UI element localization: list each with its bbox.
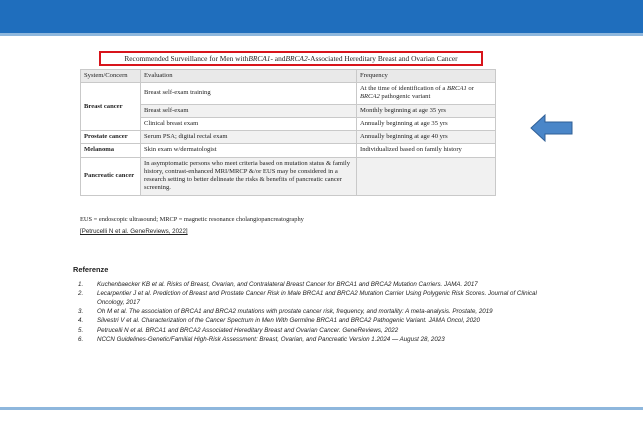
list-item: 5. Petrucelli N et al. BRCA1 and BRCA2 Associated Hereditary Breast and Ovarian Cancer. GeneReviews, 2022 xyxy=(78,326,399,334)
evaluation-cell: Breast self-exam training xyxy=(141,83,357,104)
surveillance-table xyxy=(80,69,496,196)
references-heading: Referenze xyxy=(73,265,109,274)
table-row xyxy=(81,157,496,195)
header-evaluation: Evaluation xyxy=(141,70,357,83)
frequency-cell: Individualized based on family history xyxy=(357,144,496,157)
list-item: 3. Oh M et al. The association of BRCA1 and BRCA2 mutations with prostate cancer risk, frequency, and mortality: A meta-analysis. Prostate, 2019 xyxy=(78,308,493,316)
header-bar xyxy=(0,0,643,33)
evaluation-cell: Serum PSA; digital rectal exam xyxy=(141,131,357,144)
frequency-cell: Annually beginning at age 40 yrs xyxy=(357,131,496,144)
evaluation-cell: Breast self-exam xyxy=(141,104,357,117)
frequency-cell: Annually beginning at age 35 yrs xyxy=(357,117,496,130)
footer-divider xyxy=(0,407,643,410)
concern-melanoma: Melanoma xyxy=(81,144,141,157)
table-row xyxy=(81,83,496,104)
concern-prostate: Prostate cancer xyxy=(81,131,141,144)
table-row xyxy=(81,131,496,144)
list-item: 2. Lecarpentier J et al. Prediction of Breast and Prostate Cancer Risk in Male BRCA1 and BRCA2 Mutation Carrier Using Polygenic Risk Scores. Journal of Clinical Oncology, 2017 xyxy=(78,290,537,306)
table-title: Recommended Surveillance for Men with BRCA1 - and BRCA2 -Associated Hereditary Breast and Ovarian Cancer xyxy=(99,51,483,66)
table-row xyxy=(81,117,496,130)
frequency-cell: At the time of identification of a BRCA1 or BRCA2 pathogenic variant xyxy=(357,83,496,104)
table-header-row xyxy=(81,70,496,83)
table-row xyxy=(81,104,496,117)
references-list xyxy=(78,281,548,346)
list-item: 1. Kuchenbaecker KB et al. Risks of Breast, Ovarian, and Contralateral Breast Cancer for BRCA1 and BRCA2 Mutation Carriers. JAMA. 2017 xyxy=(78,281,478,288)
evaluation-cell: Clinical breast exam xyxy=(141,117,357,130)
header-frequency: Frequency xyxy=(357,70,496,83)
left-arrow-icon xyxy=(530,113,574,143)
frequency-cell: Monthly beginning at age 35 yrs xyxy=(357,104,496,117)
concern-breast: Breast cancer xyxy=(81,83,141,131)
concern-pancreatic: Pancreatic cancer xyxy=(81,157,141,195)
table-row xyxy=(81,144,496,157)
frequency-cell xyxy=(357,157,496,195)
evaluation-cell: In asymptomatic persons who meet criteria based on mutation status & family history, contrast-enhanced MRI/MRCP &/or EUS may be considered in a research setting to better delineate the risks & benefits of pancreatic cancer screening. xyxy=(141,157,357,195)
header-divider xyxy=(0,33,643,36)
list-item: 4. Silvestri V et al. Characterization of the Cancer Spectrum in Men With Germline BRCA1 and BRCA2 Pathogenic Variant. JAMA Oncol, 2020 xyxy=(78,317,480,325)
header-concern: System/Concern xyxy=(81,70,141,83)
list-item: 6. NCCN Guidelines-Genetic/Familial High-Risk Assessment: Breast, Ovarian, and Pancreatic Version 1.2024 — August 28, 2023 xyxy=(78,336,445,344)
source-citation: [Petrucelli N et al. GeneReviews, 2022] xyxy=(80,228,188,235)
abbreviation-footnote: EUS = endoscopic ultrasound; MRCP = magnetic resonance cholangiopancreatography xyxy=(80,216,304,223)
evaluation-cell: Skin exam w/dermatologist xyxy=(141,144,357,157)
